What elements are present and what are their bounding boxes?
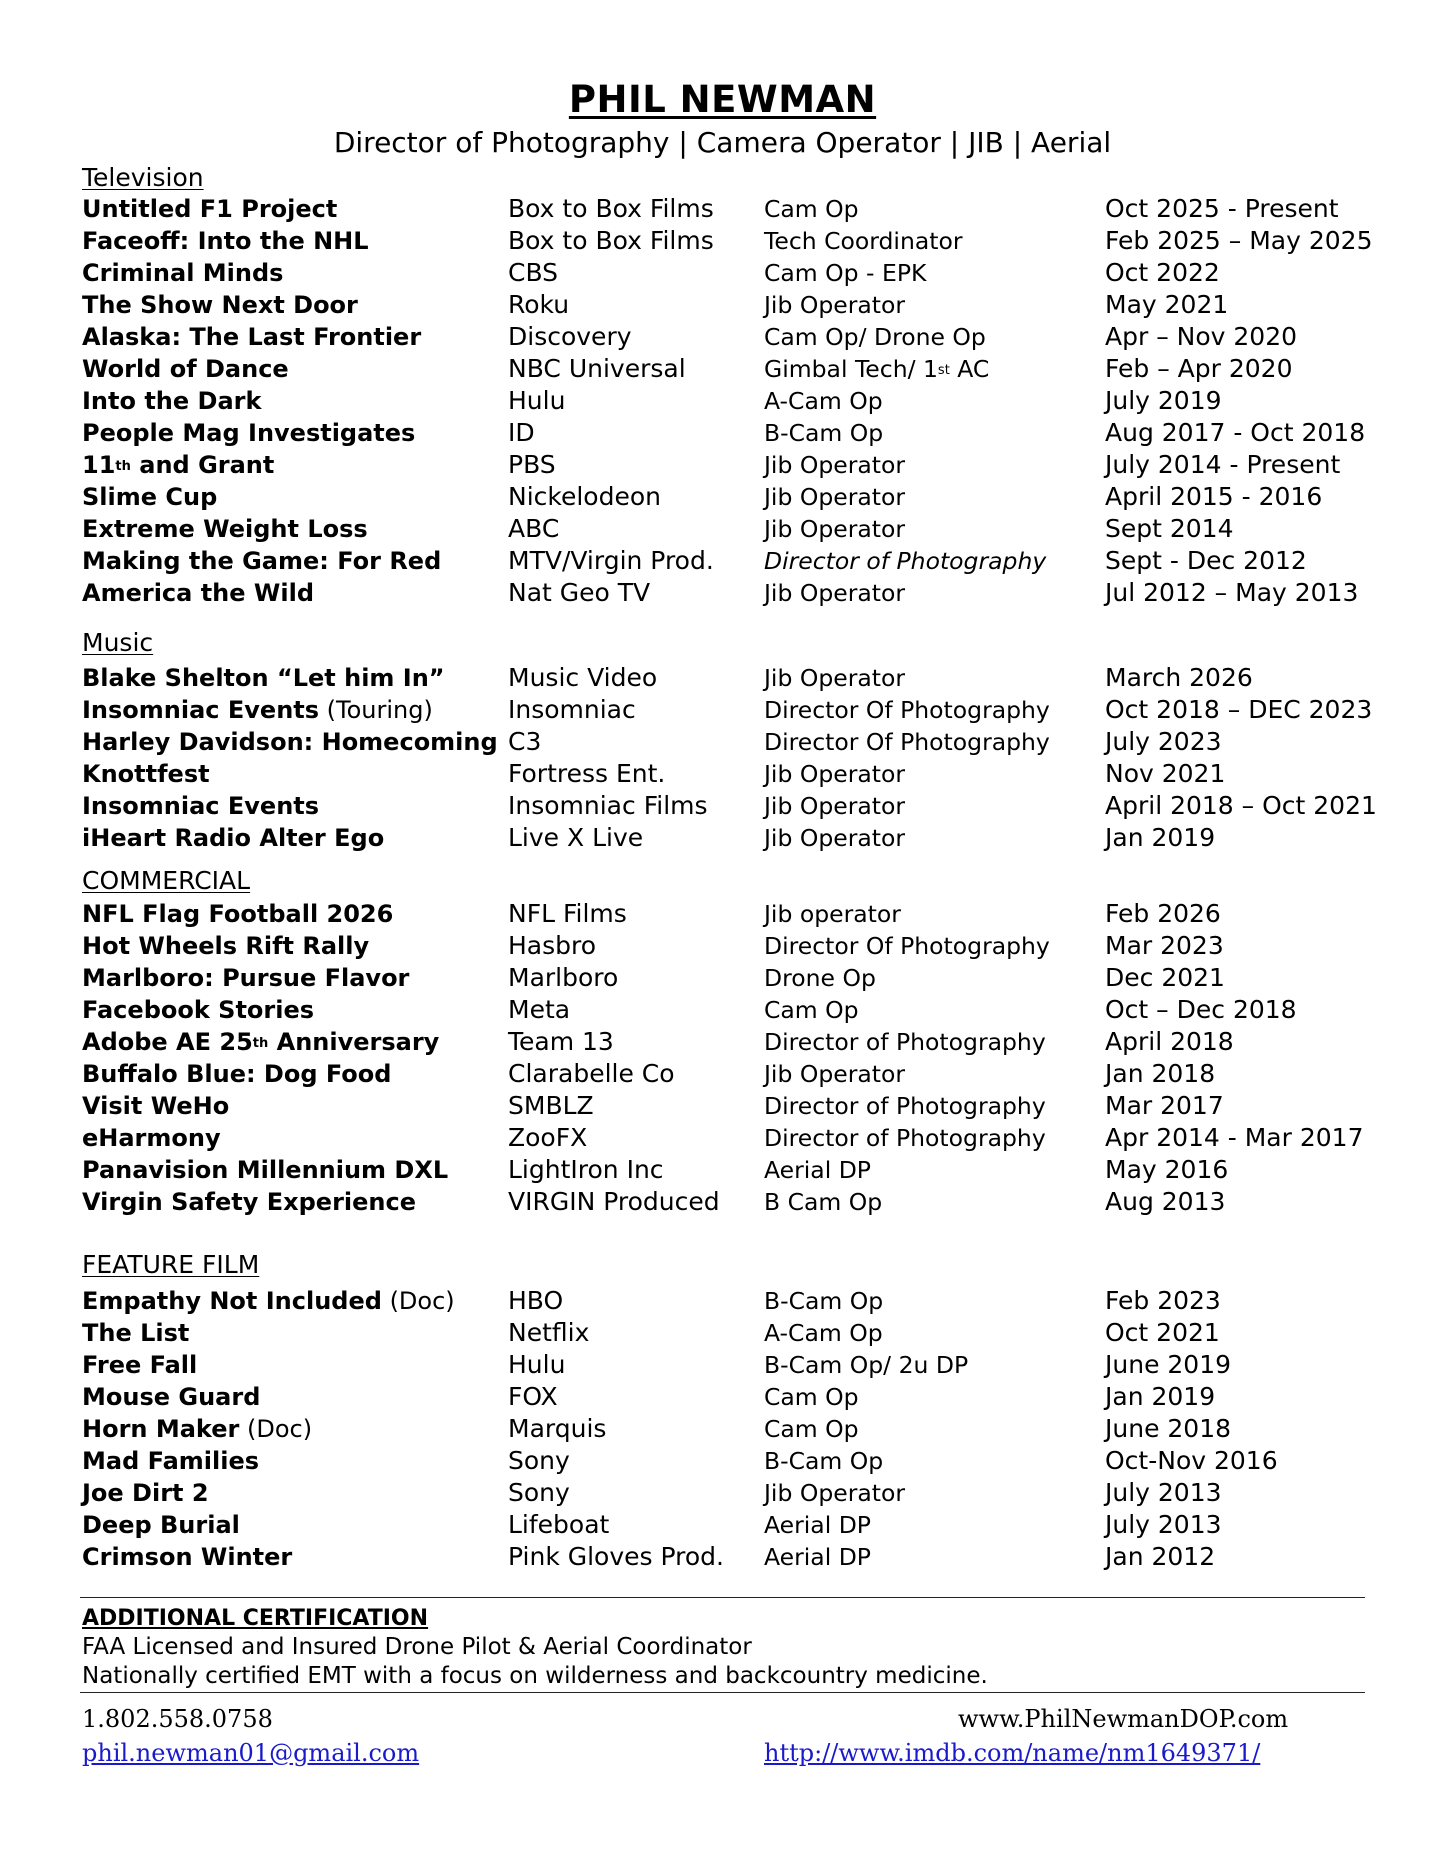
credit-title: Untitled F1 Project	[82, 195, 338, 223]
credit-company: Lifeboat	[508, 1510, 610, 1539]
credit-date: Jan 2018	[1105, 1059, 1216, 1088]
credit-row	[0, 1477, 1445, 1509]
credit-title: People Mag Investigates	[82, 419, 416, 447]
credit-role: Cam Op	[764, 195, 859, 223]
credit-company: MTV/Virgin Prod.	[508, 546, 714, 575]
credit-title: Extreme Weight Loss	[82, 515, 368, 543]
certification-line: FAA Licensed and Insured Drone Pilot & Aerial Coordinator	[82, 1634, 752, 1660]
credit-title: Free Fall	[82, 1351, 198, 1379]
credit-company: Marlboro	[508, 963, 619, 992]
certification-heading: ADDITIONAL CERTIFICATION	[82, 1606, 429, 1631]
credit-row	[0, 1122, 1445, 1154]
credit-role: Cam Op	[764, 1383, 859, 1411]
credit-title: Criminal Minds	[82, 259, 284, 287]
credit-row	[0, 1509, 1445, 1541]
credit-title: Into the Dark	[82, 387, 262, 415]
credit-company: ABC	[508, 514, 560, 543]
credit-company: Insomniac	[508, 695, 636, 724]
credit-role: B Cam Op	[764, 1188, 883, 1216]
credit-date: Sept 2014	[1105, 514, 1234, 543]
credit-row	[0, 930, 1445, 962]
credit-role: Jib Operator	[764, 824, 906, 852]
credit-row	[0, 758, 1445, 790]
credit-title: Facebook Stories	[82, 996, 315, 1024]
credit-row	[0, 577, 1445, 609]
credit-title: Harley Davidson: Homecoming	[82, 728, 498, 756]
credit-date: July 2013	[1105, 1510, 1222, 1539]
credit-row	[0, 481, 1445, 513]
credit-date: Jan 2012	[1105, 1542, 1216, 1571]
credit-role: Jib Operator	[764, 664, 906, 692]
credit-title: iHeart Radio Alter Ego	[82, 824, 385, 852]
credit-date: Feb 2023	[1105, 1286, 1221, 1315]
credit-title: The Show Next Door	[82, 291, 358, 319]
credit-company: NFL Films	[508, 899, 627, 928]
credit-role: Jib Operator	[764, 579, 906, 607]
credit-role: B-Cam Op/ 2u DP	[764, 1351, 969, 1379]
credit-role: Director of Photography	[764, 1092, 1046, 1120]
credit-company: Live X Live	[508, 823, 644, 852]
credit-role: Jib Operator	[764, 451, 906, 479]
credit-title: Blake Shelton “Let him In”	[82, 664, 445, 692]
credit-company: Nat Geo TV	[508, 578, 651, 607]
credit-company: Clarabelle Co	[508, 1059, 675, 1088]
credit-title: 11th and Grant	[82, 451, 275, 479]
credit-company: PBS	[508, 450, 556, 479]
credit-role: Jib Operator	[764, 483, 906, 511]
credit-company: Sony	[508, 1446, 570, 1475]
credit-date: Aug 2013	[1105, 1187, 1226, 1216]
credit-role: A-Cam Op	[764, 387, 883, 415]
credit-role: Jib Operator	[764, 760, 906, 788]
credit-title: Visit WeHo	[82, 1092, 230, 1120]
credit-title: Deep Burial	[82, 1511, 240, 1539]
subtitle: Director of Photography | Camera Operator | JIB | Aerial	[333, 126, 1112, 159]
website-text: www.PhilNewmanDOP.com	[958, 1705, 1289, 1733]
credit-company: Box to Box Films	[508, 194, 714, 223]
phone-number: 1.802.558.0758	[82, 1705, 273, 1733]
credit-company: Marquis	[508, 1414, 607, 1443]
credit-row	[0, 1154, 1445, 1186]
credit-date: Oct-Nov 2016	[1105, 1446, 1278, 1475]
credit-title: America the Wild	[82, 579, 314, 607]
credit-role: B-Cam Op	[764, 1287, 884, 1315]
credit-date: Jan 2019	[1105, 1382, 1216, 1411]
credit-title: Crimson Winter	[82, 1543, 293, 1571]
credit-row	[0, 1445, 1445, 1477]
credit-date: Sept - Dec 2012	[1105, 546, 1307, 575]
credit-title: Buffalo Blue: Dog Food	[82, 1060, 392, 1088]
credit-date: Oct 2022	[1105, 258, 1220, 287]
credit-title: Insomniac Events	[82, 792, 320, 820]
credit-title: Slime Cup	[82, 483, 218, 511]
credit-role: Director Of Photography	[764, 932, 1050, 960]
credit-title: Mad Families	[82, 1447, 260, 1475]
credit-role: Cam Op - EPK	[764, 259, 927, 287]
credit-date: Mar 2023	[1105, 931, 1224, 960]
credit-role: Cam Op/ Drone Op	[764, 323, 986, 351]
credit-title: World of Dance	[82, 355, 289, 383]
credit-row	[0, 1026, 1445, 1058]
credit-company: Discovery	[508, 322, 632, 351]
credit-row	[0, 994, 1445, 1026]
credit-role: Tech Coordinator	[764, 227, 963, 255]
credit-date: July 2014 - Present	[1105, 450, 1341, 479]
credit-date: May 2021	[1105, 290, 1229, 319]
credit-row	[0, 353, 1445, 385]
credit-title: The List	[82, 1319, 190, 1347]
credit-role: Director Of Photography	[764, 696, 1050, 724]
credit-row	[0, 1285, 1445, 1317]
credit-company: Nickelodeon	[508, 482, 661, 511]
credit-date: Oct 2025 - Present	[1105, 194, 1339, 223]
credit-company: NBC Universal	[508, 354, 686, 383]
credit-row	[0, 790, 1445, 822]
credit-title: eHarmony	[82, 1124, 221, 1152]
credit-date: Nov 2021	[1105, 759, 1226, 788]
credit-row	[0, 193, 1445, 225]
credit-company: CBS	[508, 258, 559, 287]
credit-title: Marlboro: Pursue Flavor	[82, 964, 410, 992]
credit-date: Apr – Nov 2020	[1105, 322, 1298, 351]
imdb-link[interactable]: http://www.imdb.com/name/nm1649371/	[764, 1739, 1261, 1767]
credit-role: Jib Operator	[764, 291, 906, 319]
credit-title: Empathy Not Included (Doc)	[82, 1287, 455, 1315]
credit-date: April 2015 - 2016	[1105, 482, 1323, 511]
credit-company: Hulu	[508, 1350, 566, 1379]
credit-title: Alaska: The Last Frontier	[82, 323, 422, 351]
credit-row	[0, 822, 1445, 854]
credit-role: Gimbal Tech/ 1st AC	[764, 355, 990, 383]
credit-date: July 2013	[1105, 1478, 1222, 1507]
section-heading: Television	[82, 163, 204, 192]
credit-role: Drone Op	[764, 964, 876, 992]
credit-role: B-Cam Op	[764, 1447, 884, 1475]
credit-role: A-Cam Op	[764, 1319, 883, 1347]
credit-role: Jib Operator	[764, 1479, 906, 1507]
credit-company: Music Video	[508, 663, 658, 692]
credit-date: Feb – Apr 2020	[1105, 354, 1293, 383]
credit-company: ZooFX	[508, 1123, 588, 1152]
credit-role: Aerial DP	[764, 1511, 871, 1539]
credit-role: Cam Op	[764, 996, 859, 1024]
email-link[interactable]: phil.newman01@gmail.com	[82, 1739, 420, 1767]
credit-date: Oct – Dec 2018	[1105, 995, 1297, 1024]
credit-date: Dec 2021	[1105, 963, 1225, 992]
credit-title: Horn Maker (Doc)	[82, 1415, 313, 1443]
credit-date: April 2018 – Oct 2021	[1105, 791, 1377, 820]
credit-date: July 2019	[1105, 386, 1222, 415]
credit-company: Fortress Ent.	[508, 759, 666, 788]
credit-row	[0, 1317, 1445, 1349]
credit-company: Netflix	[508, 1318, 590, 1347]
credit-role: Aerial DP	[764, 1156, 871, 1184]
credit-date: May 2016	[1105, 1155, 1229, 1184]
section-heading: Music	[82, 628, 154, 657]
credit-date: June 2019	[1105, 1350, 1232, 1379]
credit-title: Mouse Guard	[82, 1383, 261, 1411]
section-heading: COMMERCIAL	[82, 866, 251, 895]
certification-line: Nationally certified EMT with a focus on wilderness and backcountry medicine.	[82, 1663, 988, 1689]
credit-role: Jib Operator	[764, 792, 906, 820]
credit-title: Adobe AE 25th Anniversary	[82, 1028, 440, 1056]
credit-role: Director of Photography	[764, 547, 1047, 575]
credit-date: April 2018	[1105, 1027, 1234, 1056]
credit-title: NFL Flag Football 2026	[82, 900, 394, 928]
credit-row	[0, 385, 1445, 417]
credit-row	[0, 1186, 1445, 1218]
credit-row	[0, 662, 1445, 694]
credit-row	[0, 257, 1445, 289]
credit-date: Aug 2017 - Oct 2018	[1105, 418, 1366, 447]
page-title: PHIL NEWMAN	[568, 78, 877, 121]
credit-company: Meta	[508, 995, 571, 1024]
divider	[80, 1692, 1365, 1693]
credit-row	[0, 545, 1445, 577]
credit-company: C3	[508, 727, 542, 756]
credit-role: Jib Operator	[764, 1060, 906, 1088]
credit-company: Hasbro	[508, 931, 597, 960]
credit-date: Jul 2012 – May 2013	[1105, 578, 1359, 607]
credit-date: Apr 2014 - Mar 2017	[1105, 1123, 1364, 1152]
credit-row	[0, 513, 1445, 545]
credit-company: ID	[508, 418, 535, 447]
credit-row	[0, 1381, 1445, 1413]
credit-company: Insomniac Films	[508, 791, 708, 820]
credit-role: Aerial DP	[764, 1543, 871, 1571]
credit-role: Director of Photography	[764, 1028, 1046, 1056]
credit-row	[0, 225, 1445, 257]
credit-date: Mar 2017	[1105, 1091, 1224, 1120]
credit-company: SMBLZ	[508, 1091, 594, 1120]
credit-role: Jib Operator	[764, 515, 906, 543]
credit-title: Panavision Millennium DXL	[82, 1156, 449, 1184]
credit-company: Hulu	[508, 386, 566, 415]
credit-row	[0, 321, 1445, 353]
credit-date: March 2026	[1105, 663, 1253, 692]
credit-company: Roku	[508, 290, 570, 319]
credit-row	[0, 449, 1445, 481]
credit-date: Feb 2025 – May 2025	[1105, 226, 1373, 255]
credit-row	[0, 962, 1445, 994]
credit-row	[0, 1413, 1445, 1445]
credit-title: Faceoff: Into the NHL	[82, 227, 369, 255]
credit-date: Feb 2026	[1105, 899, 1221, 928]
credit-date: Oct 2018 – DEC 2023	[1105, 695, 1373, 724]
credit-title: Virgin Safety Experience	[82, 1188, 416, 1216]
credit-title: Hot Wheels Rift Rally	[82, 932, 370, 960]
credit-company: HBO	[508, 1286, 564, 1315]
credit-company: Team 13	[508, 1027, 614, 1056]
credit-row	[0, 417, 1445, 449]
credit-role: B-Cam Op	[764, 419, 884, 447]
credit-row	[0, 898, 1445, 930]
credit-title: Knottfest	[82, 760, 210, 788]
credit-date: Jan 2019	[1105, 823, 1216, 852]
credit-role: Cam Op	[764, 1415, 859, 1443]
credit-row	[0, 1541, 1445, 1573]
credit-company: VIRGIN Produced	[508, 1187, 720, 1216]
credit-row	[0, 289, 1445, 321]
credit-role: Director Of Photography	[764, 728, 1050, 756]
credit-row	[0, 1090, 1445, 1122]
credit-role: Jib operator	[764, 900, 901, 928]
credit-row	[0, 726, 1445, 758]
credit-company: Sony	[508, 1478, 570, 1507]
credit-company: FOX	[508, 1382, 558, 1411]
credit-date: July 2023	[1105, 727, 1222, 756]
credit-role: Director of Photography	[764, 1124, 1046, 1152]
divider	[80, 1597, 1365, 1598]
credit-row	[0, 1058, 1445, 1090]
credit-company: Box to Box Films	[508, 226, 714, 255]
credit-row	[0, 1349, 1445, 1381]
credit-title: Insomniac Events (Touring)	[82, 696, 433, 724]
credit-row	[0, 694, 1445, 726]
credit-date: June 2018	[1105, 1414, 1232, 1443]
credit-company: Pink Gloves Prod.	[508, 1542, 724, 1571]
credit-title: Making the Game: For Red	[82, 547, 442, 575]
credit-company: LightIron Inc	[508, 1155, 664, 1184]
credit-title: Joe Dirt 2	[82, 1479, 209, 1507]
credit-date: Oct 2021	[1105, 1318, 1220, 1347]
section-heading: FEATURE FILM	[82, 1250, 260, 1279]
